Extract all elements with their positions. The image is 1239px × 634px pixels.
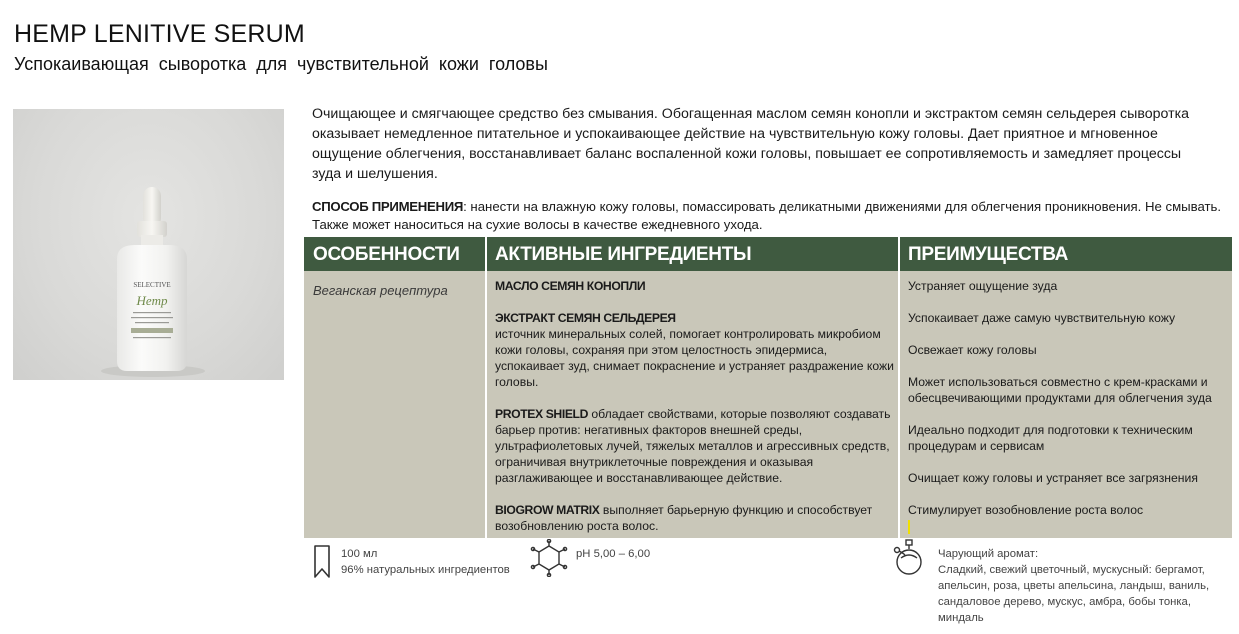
ingredient-protex-shield <box>495 406 895 486</box>
feature-vegan: Веганская рецептура <box>313 283 448 298</box>
page-title: HEMP LENITIVE SERUM <box>14 20 305 48</box>
footer-volume-block <box>341 546 510 578</box>
aroma-text: Сладкий, свежий цветочный, мускусный: бергамот, апельсин, роза, цветы апельсина, ландыш, ваниль, сандаловое дерево, мускус, амбра, бобы тонка, миндаль <box>938 564 1210 624</box>
ingredient-text: источник минеральных солей, помогает контролировать микробиом кожи головы, сохраняя при этом целостность эпидермиса, успокаивает зуд, снимает покраснение и устраняет раздражение кожи головы. <box>495 327 894 389</box>
column-divider <box>485 237 487 538</box>
product-photo <box>13 109 284 380</box>
benefit-item: Стимулирует возобновление роста волос <box>908 503 1144 517</box>
ph-text: pH 5,00 – 6,00 <box>576 548 651 560</box>
benefit-item: Очищает кожу головы и устраняет все загрязнения <box>908 471 1198 485</box>
bookmark-icon <box>313 545 331 579</box>
aroma-block <box>938 546 1228 626</box>
product-table <box>304 237 1232 538</box>
benefit-item: Освежает кожу головы <box>908 343 1037 357</box>
usage-instructions <box>312 198 1222 234</box>
ingredient-name: ЭКСТРАКТ СЕМЯН СЕЛЬДЕРЕЯ <box>495 311 676 325</box>
usage-label: СПОСОБ ПРИМЕНЕНИЯ <box>312 199 464 214</box>
header-benefits: ПРЕИМУЩЕСТВА <box>908 244 1069 265</box>
page-subtitle: Успокаивающая сыворотка для чувствительной кожи головы <box>14 54 548 74</box>
ingredient-name: BIOGROW MATRIX <box>495 503 600 517</box>
usage-text: : нанести на влажную кожу головы, помассировать деликатными движениями для облегчения проникновения. Не смывать. Также может наноситься на сухие волосы в качестве ежедневного ухода. <box>312 199 1222 232</box>
benefit-item: Успокаивает даже самую чувствительную кожу <box>908 311 1176 325</box>
aroma-label: Чарующий аромат: <box>938 548 1039 560</box>
ingredient-text: выполняет барьерную функцию и способствует возобновлению роста волос. <box>495 503 873 533</box>
ingredients-list <box>495 278 895 550</box>
column-divider <box>898 237 900 538</box>
benefits-list <box>908 278 1228 534</box>
bottle-product-name: Hemp <box>136 293 168 308</box>
product-description: Очищающее и смягчающее средство без смывания. Обогащенная маслом семян конопли и экстрактом семян сельдерея сыворотка оказывает немедленное питательное и успокаивающее действие на чувствительную кожу головы. Дает приятное и мгновенное ощущение облегчения, восстанавливает баланс воспаленной кожи головы, повышает ее сопротивляемость и замедляет процессы зуда и шелушения. <box>312 106 1189 182</box>
ingredient-name: PROTEX SHIELD <box>495 407 588 421</box>
ingredient-celery-extract <box>495 310 895 390</box>
benefit-item: Идеально подходит для подготовки к техническим процедурам и сервисам <box>908 423 1193 453</box>
highlight-mark <box>908 520 910 534</box>
bottle-brand-text: SELECTIVE <box>133 281 171 289</box>
perfume-bottle-icon <box>892 538 926 576</box>
ingredient-hemp-oil <box>495 278 895 294</box>
header-features: ОСОБЕННОСТИ <box>313 244 460 265</box>
header-ingredients: АКТИВНЫЕ ИНГРЕДИЕНТЫ <box>495 244 752 265</box>
ingredient-text: обладает свойствами, которые позволяют создавать барьер против: негативных факторов внешней среды, ультрафиолетовых лучей, тяжелых металлов и агрессивных средств, ограничивая внутриклеточные повреждения и оказывая разглаживающее и восстанавливающее действие. <box>495 407 891 485</box>
serum-bottle-image <box>13 109 284 380</box>
ingredient-name: МАСЛО СЕМЯН КОНОПЛИ <box>495 279 646 293</box>
natural-ingredients-text: 96% натуральных ингредиентов <box>341 564 510 576</box>
ingredient-biogrow-matrix <box>495 502 895 534</box>
molecule-icon <box>528 539 570 577</box>
benefit-item: Может использоваться совместно с крем-красками и обесцвечивающими продуктами для облегчения зуда <box>908 375 1212 405</box>
benefit-item: Устраняет ощущение зуда <box>908 279 1058 293</box>
volume-text: 100 мл <box>341 548 378 560</box>
